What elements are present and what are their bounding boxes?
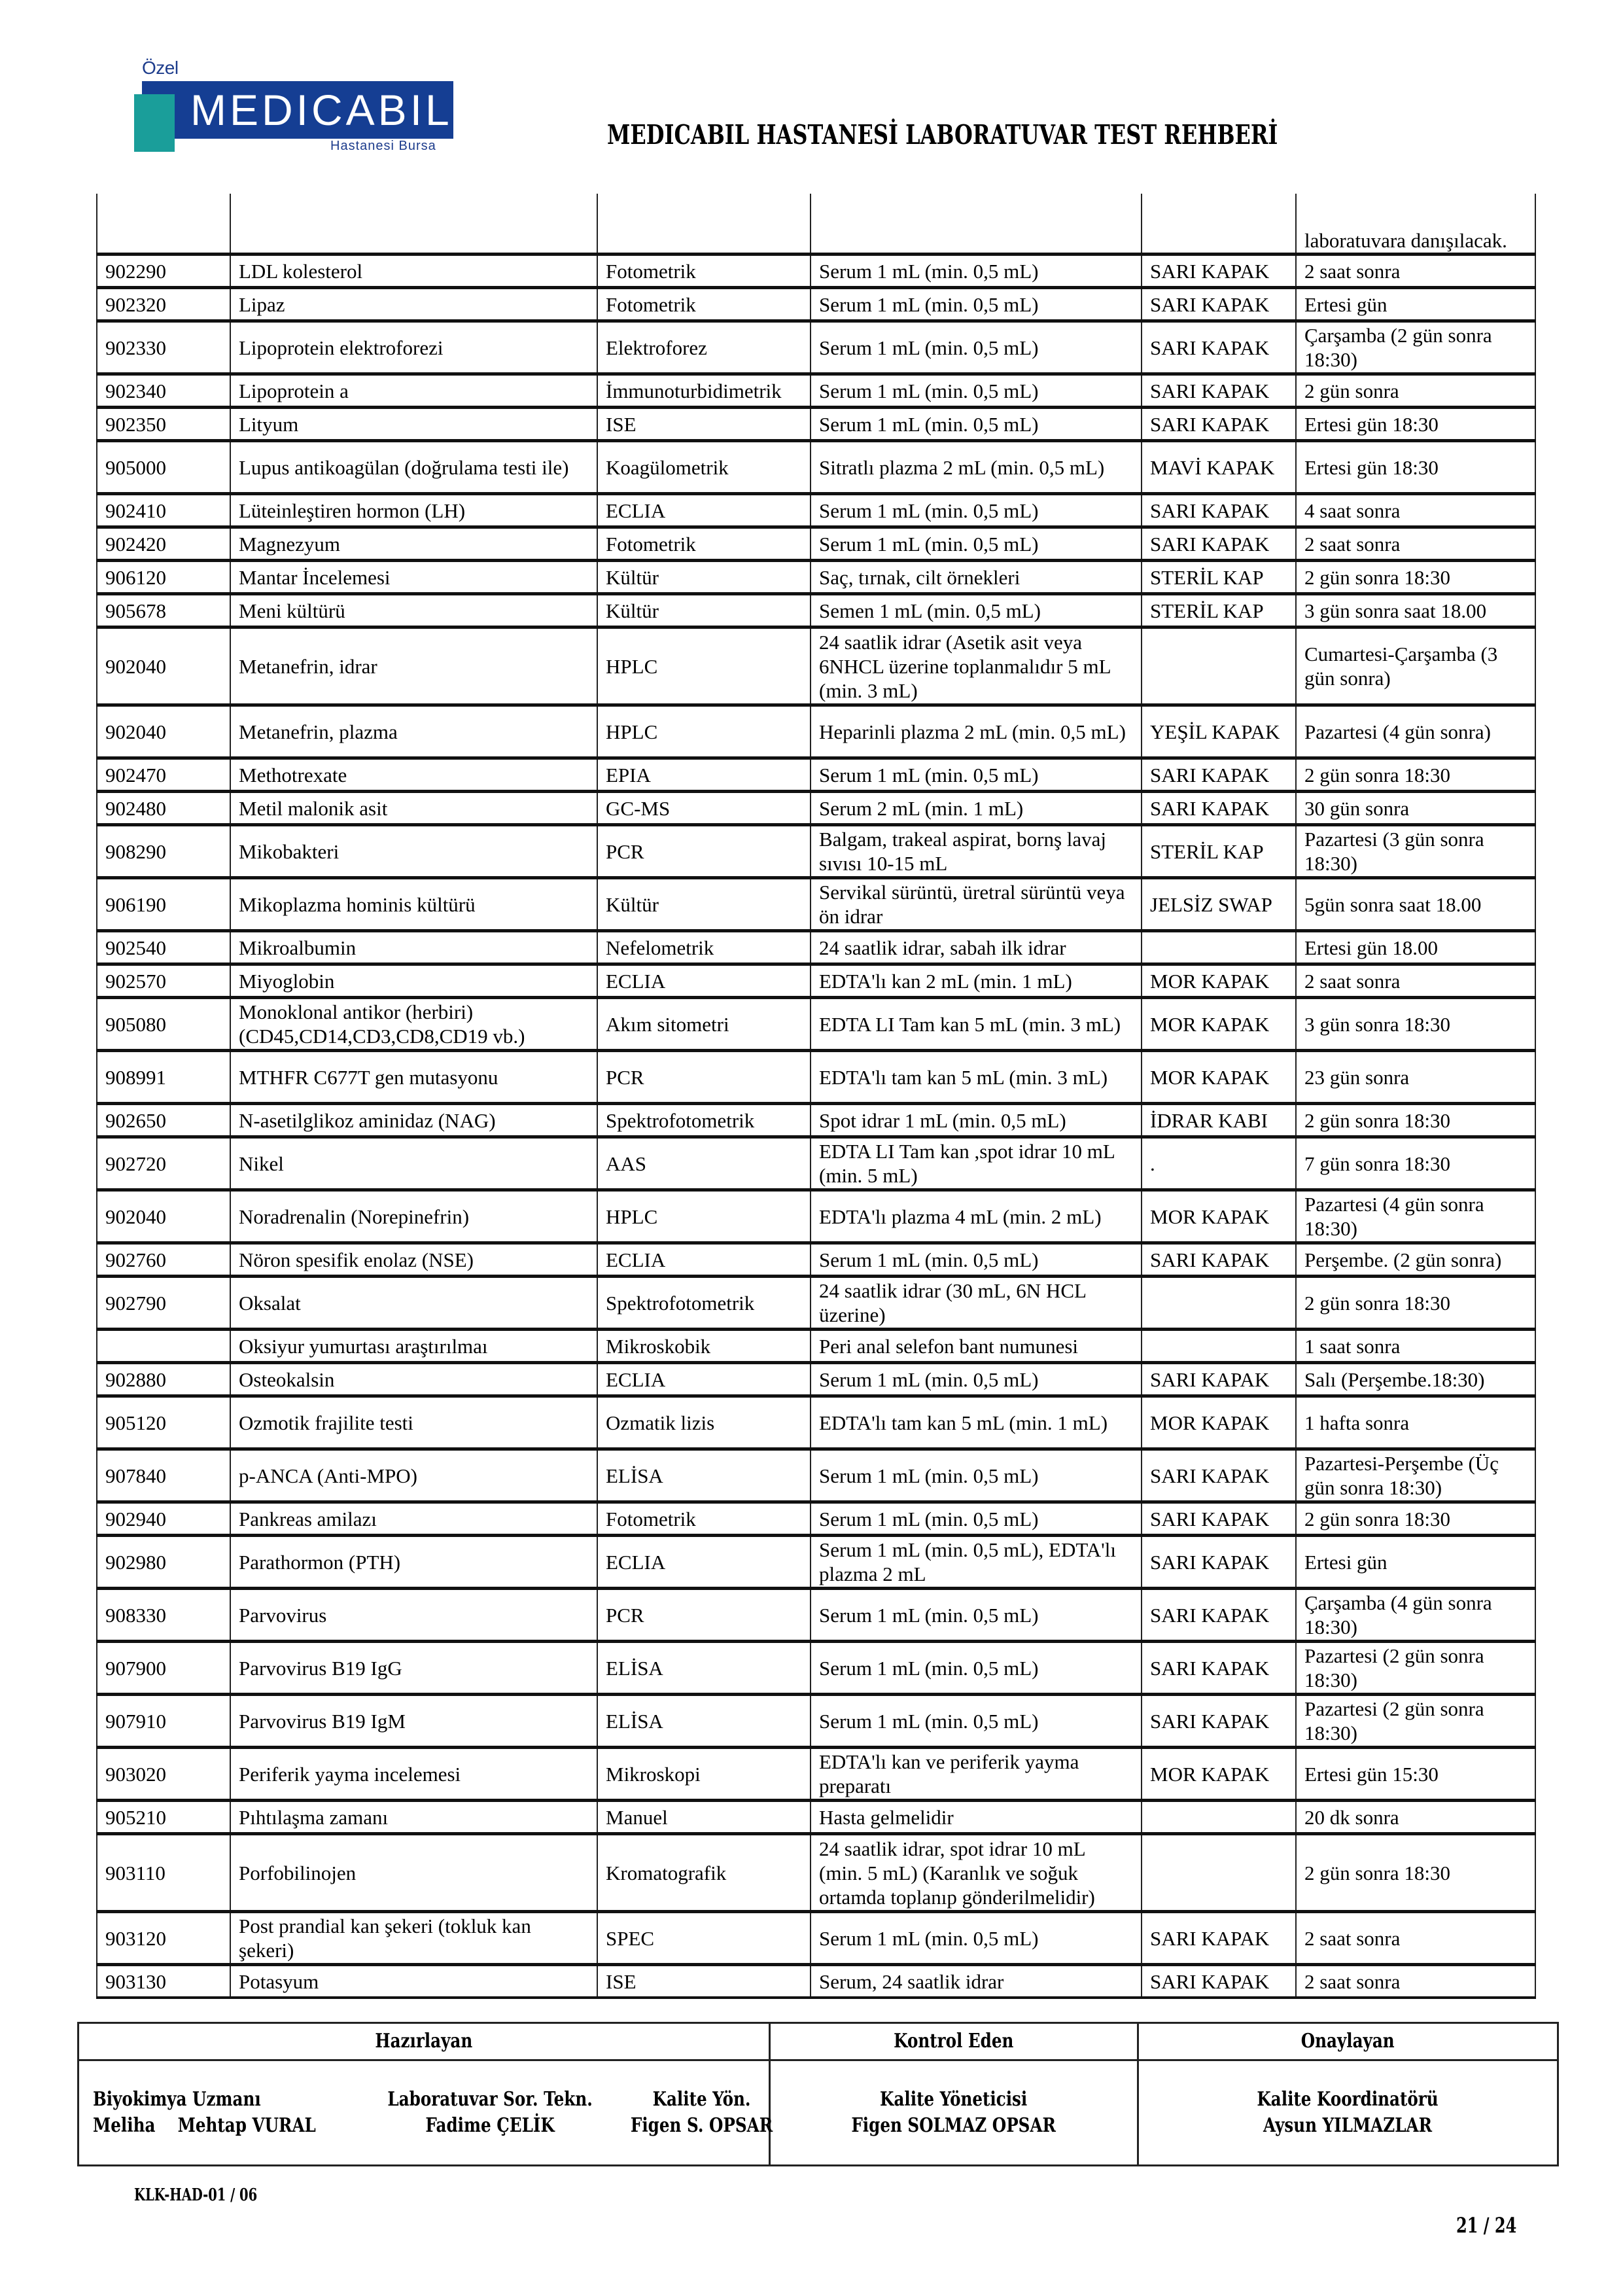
cell-name: Pankreas amilazı — [230, 1502, 597, 1536]
cell-name: Post prandial kan şekeri (tokluk kan şekeri) — [230, 1912, 597, 1965]
cell-time: 7 gün sonra 18:30 — [1296, 1137, 1535, 1190]
cell-sample: Serum 1 mL (min. 0,5 mL), EDTA'lı plazma 2 mL — [811, 1536, 1142, 1589]
logo-square — [134, 94, 175, 152]
cell-code: 905210 — [97, 1801, 230, 1834]
cell-method: ELİSA — [597, 1695, 811, 1748]
cell-code: 903110 — [97, 1834, 230, 1912]
cell-time: Ertesi gün — [1296, 288, 1535, 321]
cell-time: 20 dk sonra — [1296, 1801, 1535, 1834]
cell-name: Noradrenalin (Norepinefrin) — [230, 1190, 597, 1243]
cell-name: Metanefrin, plazma — [230, 705, 597, 758]
cell-code: 908290 — [97, 825, 230, 878]
cell-code: 902350 — [97, 408, 230, 441]
cell-code: 902650 — [97, 1104, 230, 1137]
table-row — [97, 1965, 1535, 1998]
cell-sample: Sitratlı plazma 2 mL (min. 0,5 mL) — [811, 441, 1142, 494]
cell-name: N-asetilglikoz aminidaz (NAG) — [230, 1104, 597, 1137]
logo-subtitle: Hastanesi Bursa — [330, 139, 436, 153]
table-row — [97, 705, 1535, 758]
cell-name: Parvovirus — [230, 1589, 597, 1642]
cell-code: 902040 — [97, 627, 230, 705]
cell-method: ECLIA — [597, 1363, 811, 1396]
approved-signer: Kalite Koordinatörü Aysun YILMAZLAR — [1138, 2060, 1558, 2166]
cell-tube — [1142, 1834, 1296, 1912]
cell-method: GC-MS — [597, 792, 811, 825]
cell-time: 2 saat sonra — [1296, 255, 1535, 288]
cell-tube: SARI KAPAK — [1142, 1695, 1296, 1748]
table-row — [97, 1834, 1535, 1912]
cell-sample: Serum 1 mL (min. 0,5 mL) — [811, 1363, 1142, 1396]
cell-sample: 24 saatlik idrar (Asetik asit veya 6NHCL üzerine toplanmalıdır 5 mL (min. 3 mL) — [811, 627, 1142, 705]
table-row — [97, 758, 1535, 792]
cell-tube: SARI KAPAK — [1142, 1502, 1296, 1536]
cell-sample: Heparinli plazma 2 mL (min. 0,5 mL) — [811, 705, 1142, 758]
cell-method: Fotometrik — [597, 255, 811, 288]
table-row — [97, 1104, 1535, 1137]
cell-sample: Serum 1 mL (min. 0,5 mL) — [811, 1449, 1142, 1502]
cell-tube: SARI KAPAK — [1142, 792, 1296, 825]
cell-code: 902760 — [97, 1243, 230, 1277]
cell-tube: MOR KAPAK — [1142, 1748, 1296, 1801]
cell-tube: SARI KAPAK — [1142, 758, 1296, 792]
cell-method: ELİSA — [597, 1642, 811, 1695]
table-row — [97, 1589, 1535, 1642]
cell-method: Spektrofotometrik — [597, 1104, 811, 1137]
cell-code: 906190 — [97, 878, 230, 931]
cell-code: 902040 — [97, 705, 230, 758]
cell-name: LDL kolesterol — [230, 255, 597, 288]
cell-sample: Serum 1 mL (min. 0,5 mL) — [811, 1642, 1142, 1695]
cell-name: Pıhtılaşma zamanı — [230, 1801, 597, 1834]
cell-name: Miyoglobin — [230, 964, 597, 998]
cell-code: 902940 — [97, 1502, 230, 1536]
cell-code: 902480 — [97, 792, 230, 825]
table-row — [97, 1277, 1535, 1330]
cell-time: Ertesi gün 18:30 — [1296, 441, 1535, 494]
cell-name: Nöron spesifik enolaz (NSE) — [230, 1243, 597, 1277]
cell-method: Kültür — [597, 878, 811, 931]
cell-time: Pazartesi (3 gün sonra 18:30) — [1296, 825, 1535, 878]
cell-method: PCR — [597, 825, 811, 878]
table-row — [97, 998, 1535, 1051]
cell-time: 2 gün sonra 18:30 — [1296, 1104, 1535, 1137]
cell-code: 903120 — [97, 1912, 230, 1965]
table-row — [97, 825, 1535, 878]
cell-code: 902880 — [97, 1363, 230, 1396]
cell-tube: JELSİZ SWAP — [1142, 878, 1296, 931]
cell-name: Oksiyur yumurtası araştırılmaı — [230, 1330, 597, 1363]
cell-name: Methotrexate — [230, 758, 597, 792]
table-row — [97, 1243, 1535, 1277]
cell-method: Manuel — [597, 1801, 811, 1834]
cell-sample: Serum 1 mL (min. 0,5 mL) — [811, 288, 1142, 321]
document-title: MEDICABIL HASTANESİ LABORATUVAR TEST REHBERİ — [607, 119, 1278, 150]
table-row — [97, 1801, 1535, 1834]
cell-name: Parvovirus B19 IgG — [230, 1642, 597, 1695]
cell-method: HPLC — [597, 1190, 811, 1243]
cell-method: ISE — [597, 1965, 811, 1998]
cell-time: Pazartesi (2 gün sonra 18:30) — [1296, 1695, 1535, 1748]
prepared-header: Hazırlayan — [79, 2023, 770, 2060]
cell-tube: SARI KAPAK — [1142, 1243, 1296, 1277]
cell-sample: Saç, tırnak, cilt örnekleri — [811, 561, 1142, 594]
cell-code — [97, 194, 230, 255]
cell-name: Lipaz — [230, 288, 597, 321]
table-row — [97, 1449, 1535, 1502]
cell-tube: MOR KAPAK — [1142, 998, 1296, 1051]
cell-code: 902720 — [97, 1137, 230, 1190]
cell-time: Ertesi gün 15:30 — [1296, 1748, 1535, 1801]
cell-code: 902980 — [97, 1536, 230, 1589]
cell-method: ISE — [597, 408, 811, 441]
cell-code: 902410 — [97, 494, 230, 527]
cell-code: 902470 — [97, 758, 230, 792]
cell-method: Fotometrik — [597, 527, 811, 561]
cell-sample: EDTA'lı tam kan 5 mL (min. 1 mL) — [811, 1396, 1142, 1449]
cell-sample: 24 saatlik idrar, sabah ilk idrar — [811, 931, 1142, 964]
cell-method: İmmunoturbidimetrik — [597, 374, 811, 408]
cell-method: ECLIA — [597, 1243, 811, 1277]
cell-name: p-ANCA (Anti-MPO) — [230, 1449, 597, 1502]
cell-method: HPLC — [597, 627, 811, 705]
cell-tube — [1142, 1277, 1296, 1330]
cell-code: 902290 — [97, 255, 230, 288]
cell-time: Pazartesi (2 gün sonra 18:30) — [1296, 1642, 1535, 1695]
table-row — [97, 374, 1535, 408]
cell-time: Ertesi gün 18.00 — [1296, 931, 1535, 964]
signer-2: Laboratuvar Sor. Tekn. Fadime ÇELİK — [387, 2088, 593, 2137]
cell-code: 905080 — [97, 998, 230, 1051]
cell-time: Pazartesi (4 gün sonra) — [1296, 705, 1535, 758]
table-row — [97, 1330, 1535, 1363]
cell-method: EPIA — [597, 758, 811, 792]
table-row — [97, 1051, 1535, 1104]
cell-name: Osteokalsin — [230, 1363, 597, 1396]
cell-time: 5gün sonra saat 18.00 — [1296, 878, 1535, 931]
controlled-header: Kontrol Eden — [770, 2023, 1138, 2060]
cell-time: 2 saat sonra — [1296, 1912, 1535, 1965]
table-row — [97, 255, 1535, 288]
signature-table — [77, 2022, 1559, 2166]
cell-name: Porfobilinojen — [230, 1834, 597, 1912]
cell-code: 902330 — [97, 321, 230, 374]
cell-tube: STERİL KAP — [1142, 561, 1296, 594]
cell-code: 903130 — [97, 1965, 230, 1998]
cell-code: 908991 — [97, 1051, 230, 1104]
cell-code: 902040 — [97, 1190, 230, 1243]
cell-method: ECLIA — [597, 964, 811, 998]
cell-code: 908330 — [97, 1589, 230, 1642]
cell-name: Lityum — [230, 408, 597, 441]
signer-1: Biyokimya Uzmanı Meliha Mehtap VURAL — [93, 2088, 316, 2137]
table-row — [97, 931, 1535, 964]
cell-name: Parathormon (PTH) — [230, 1536, 597, 1589]
cell-name: Mantar İncelemesi — [230, 561, 597, 594]
cell-sample: Serum 1 mL (min. 0,5 mL) — [811, 1695, 1142, 1748]
cell-code: 905120 — [97, 1396, 230, 1449]
cell-time: 1 saat sonra — [1296, 1330, 1535, 1363]
cell-method: Kromatografik — [597, 1834, 811, 1912]
cell-tube: SARI KAPAK — [1142, 321, 1296, 374]
cell-tube: SARI KAPAK — [1142, 1363, 1296, 1396]
cell-method: Fotometrik — [597, 1502, 811, 1536]
table-row — [97, 1642, 1535, 1695]
cell-sample: Serum 1 mL (min. 0,5 mL) — [811, 374, 1142, 408]
table-row — [97, 1363, 1535, 1396]
cell-sample: Serum 1 mL (min. 0,5 mL) — [811, 494, 1142, 527]
cell-name: Magnezyum — [230, 527, 597, 561]
cell-sample: 24 saatlik idrar (30 mL, 6N HCL üzerine) — [811, 1277, 1142, 1330]
cell-tube: SARI KAPAK — [1142, 1965, 1296, 1998]
cell-time: Cumartesi-Çarşamba (3 gün sonra) — [1296, 627, 1535, 705]
logo-prefix: Özel — [142, 58, 179, 78]
cell-sample: Serum 1 mL (min. 0,5 mL) — [811, 527, 1142, 561]
table-row-continued — [97, 194, 1535, 255]
cell-tube: SARI KAPAK — [1142, 494, 1296, 527]
table-row — [97, 878, 1535, 931]
cell-time: 2 saat sonra — [1296, 1965, 1535, 1998]
table-row — [97, 964, 1535, 998]
table-row — [97, 1912, 1535, 1965]
table-row — [97, 527, 1535, 561]
table-row — [97, 441, 1535, 494]
cell-method — [597, 194, 811, 255]
table-row — [97, 1190, 1535, 1243]
cell-method: HPLC — [597, 705, 811, 758]
cell-tube: MAVİ KAPAK — [1142, 441, 1296, 494]
cell-tube: SARI KAPAK — [1142, 527, 1296, 561]
cell-method: Mikroskobik — [597, 1330, 811, 1363]
cell-code: 905000 — [97, 441, 230, 494]
cell-tube: SARI KAPAK — [1142, 1642, 1296, 1695]
cell-code: 902340 — [97, 374, 230, 408]
cell-time: 30 gün sonra — [1296, 792, 1535, 825]
table-row — [97, 1748, 1535, 1801]
cell-sample: EDTA'lı kan ve periferik yayma preparatı — [811, 1748, 1142, 1801]
table-row — [97, 1396, 1535, 1449]
cell-code: 902790 — [97, 1277, 230, 1330]
table-row — [97, 792, 1535, 825]
cell-tube: SARI KAPAK — [1142, 288, 1296, 321]
cell-tube: SARI KAPAK — [1142, 1449, 1296, 1502]
cell-name: Mikroalbumin — [230, 931, 597, 964]
cell-sample: Serum 1 mL (min. 0,5 mL) — [811, 408, 1142, 441]
cell-code: 907840 — [97, 1449, 230, 1502]
cell-tube: . — [1142, 1137, 1296, 1190]
cell-sample: Semen 1 mL (min. 0,5 mL) — [811, 594, 1142, 627]
cell-name: Lipoprotein a — [230, 374, 597, 408]
cell-sample: 24 saatlik idrar, spot idrar 10 mL (min. 5 mL) (Karanlık ve soğuk ortamda toplanıp gönderilmelidir) — [811, 1834, 1142, 1912]
cell-time: 1 hafta sonra — [1296, 1396, 1535, 1449]
cell-sample: Serum 1 mL (min. 0,5 mL) — [811, 1243, 1142, 1277]
cell-method: Ozmatik lizis — [597, 1396, 811, 1449]
cell-name: Mikoplazma hominis kültürü — [230, 878, 597, 931]
cell-name: Oksalat — [230, 1277, 597, 1330]
cell-time: 2 saat sonra — [1296, 527, 1535, 561]
cell-tube: SARI KAPAK — [1142, 408, 1296, 441]
cell-tube — [1142, 627, 1296, 705]
cell-name: Metanefrin, idrar — [230, 627, 597, 705]
cell-tube: MOR KAPAK — [1142, 1190, 1296, 1243]
cell-code: 902420 — [97, 527, 230, 561]
cell-time: 2 gün sonra 18:30 — [1296, 1502, 1535, 1536]
cell-time: Çarşamba (4 gün sonra 18:30) — [1296, 1589, 1535, 1642]
document-code: KLK-HAD-01 / 06 — [134, 2185, 258, 2205]
cell-code: 905678 — [97, 594, 230, 627]
table-row — [97, 321, 1535, 374]
cell-method: Akım sitometri — [597, 998, 811, 1051]
cell-sample — [811, 194, 1142, 255]
table-row — [97, 1137, 1535, 1190]
cell-sample: Balgam, trakeal aspirat, bornş lavaj sıvısı 10-15 mL — [811, 825, 1142, 878]
cell-tube: YEŞİL KAPAK — [1142, 705, 1296, 758]
cell-time: 3 gün sonra 18:30 — [1296, 998, 1535, 1051]
cell-tube: SARI KAPAK — [1142, 374, 1296, 408]
cell-tube — [1142, 194, 1296, 255]
cell-method: PCR — [597, 1589, 811, 1642]
cell-tube — [1142, 1801, 1296, 1834]
page-number: 21 / 24 — [1456, 2213, 1517, 2238]
cell-method: Koagülometrik — [597, 441, 811, 494]
cell-sample: EDTA'lı tam kan 5 mL (min. 3 mL) — [811, 1051, 1142, 1104]
cell-code: 902540 — [97, 931, 230, 964]
cell-time: 4 saat sonra — [1296, 494, 1535, 527]
cell-time: 23 gün sonra — [1296, 1051, 1535, 1104]
cell-method: AAS — [597, 1137, 811, 1190]
cell-sample: Serum 1 mL (min. 0,5 mL) — [811, 1589, 1142, 1642]
cell-sample: Serum 1 mL (min. 0,5 mL) — [811, 255, 1142, 288]
cell-sample: Serum, 24 saatlik idrar — [811, 1965, 1142, 1998]
cell-name: Lipoprotein elektroforezi — [230, 321, 597, 374]
cell-name: Periferik yayma incelemesi — [230, 1748, 597, 1801]
cell-tube: İDRAR KABI — [1142, 1104, 1296, 1137]
table-row — [97, 494, 1535, 527]
table-row — [97, 1536, 1535, 1589]
table-row — [97, 408, 1535, 441]
cell-name: Mikobakteri — [230, 825, 597, 878]
cell-time: laboratuvara danışılacak. — [1296, 194, 1535, 255]
cell-tube: MOR KAPAK — [1142, 964, 1296, 998]
cell-sample: Hasta gelmelidir — [811, 1801, 1142, 1834]
cell-time: 2 gün sonra 18:30 — [1296, 1277, 1535, 1330]
cell-name: MTHFR C677T gen mutasyonu — [230, 1051, 597, 1104]
cell-time: Ertesi gün 18:30 — [1296, 408, 1535, 441]
cell-time: 2 gün sonra 18:30 — [1296, 1834, 1535, 1912]
prepared-signers — [79, 2060, 773, 2166]
cell-name: Monoklonal antikor (herbiri) (CD45,CD14,CD3,CD8,CD19 vb.) — [230, 998, 597, 1051]
cell-name: Lüteinleştiren hormon (LH) — [230, 494, 597, 527]
cell-tube: MOR KAPAK — [1142, 1396, 1296, 1449]
cell-sample: Peri anal selefon bant numunesi — [811, 1330, 1142, 1363]
table-row — [97, 594, 1535, 627]
table-row — [97, 1502, 1535, 1536]
cell-tube: STERİL KAP — [1142, 825, 1296, 878]
cell-name: Nikel — [230, 1137, 597, 1190]
cell-time: 2 gün sonra — [1296, 374, 1535, 408]
signer-3: Kalite Yön. Figen S. OPSAR — [630, 2088, 773, 2137]
cell-name: Metil malonik asit — [230, 792, 597, 825]
cell-method: Mikroskopi — [597, 1748, 811, 1801]
cell-sample: Serum 1 mL (min. 0,5 mL) — [811, 321, 1142, 374]
cell-time: Çarşamba (2 gün sonra 18:30) — [1296, 321, 1535, 374]
cell-method: Fotometrik — [597, 288, 811, 321]
cell-tube — [1142, 931, 1296, 964]
cell-name — [230, 194, 597, 255]
cell-time: 2 gün sonra 18:30 — [1296, 758, 1535, 792]
cell-tube — [1142, 1330, 1296, 1363]
cell-tube: MOR KAPAK — [1142, 1051, 1296, 1104]
cell-time: Pazartesi (4 gün sonra 18:30) — [1296, 1190, 1535, 1243]
cell-name: Meni kültürü — [230, 594, 597, 627]
cell-method: Elektroforez — [597, 321, 811, 374]
cell-sample: Serum 1 mL (min. 0,5 mL) — [811, 1912, 1142, 1965]
cell-sample: EDTA LI Tam kan ,spot idrar 10 mL (min. 5 mL) — [811, 1137, 1142, 1190]
cell-method: Nefelometrik — [597, 931, 811, 964]
table-row — [97, 1695, 1535, 1748]
cell-code — [97, 1330, 230, 1363]
cell-method: SPEC — [597, 1912, 811, 1965]
cell-time: 3 gün sonra saat 18.00 — [1296, 594, 1535, 627]
approved-header: Onaylayan — [1138, 2023, 1558, 2060]
cell-sample: EDTA'lı kan 2 mL (min. 1 mL) — [811, 964, 1142, 998]
cell-name: Ozmotik frajilite testi — [230, 1396, 597, 1449]
cell-tube: SARI KAPAK — [1142, 1912, 1296, 1965]
cell-sample: Serum 2 mL (min. 1 mL) — [811, 792, 1142, 825]
table-row — [97, 561, 1535, 594]
cell-method: ELİSA — [597, 1449, 811, 1502]
cell-method: ECLIA — [597, 494, 811, 527]
logo-brand: MEDICABIL — [190, 86, 453, 134]
cell-method: Spektrofotometrik — [597, 1277, 811, 1330]
cell-sample: Serum 1 mL (min. 0,5 mL) — [811, 758, 1142, 792]
cell-code: 906120 — [97, 561, 230, 594]
cell-tube: SARI KAPAK — [1142, 1589, 1296, 1642]
cell-sample: EDTA'lı plazma 4 mL (min. 2 mL) — [811, 1190, 1142, 1243]
cell-time: Salı (Perşembe.18:30) — [1296, 1363, 1535, 1396]
table-row — [97, 288, 1535, 321]
cell-time: Perşembe. (2 gün sonra) — [1296, 1243, 1535, 1277]
cell-method: ECLIA — [597, 1536, 811, 1589]
cell-tube: SARI KAPAK — [1142, 1536, 1296, 1589]
cell-time: Ertesi gün — [1296, 1536, 1535, 1589]
cell-name: Parvovirus B19 IgM — [230, 1695, 597, 1748]
cell-code: 902320 — [97, 288, 230, 321]
cell-code: 902570 — [97, 964, 230, 998]
cell-time: 2 saat sonra — [1296, 964, 1535, 998]
cell-sample: EDTA LI Tam kan 5 mL (min. 3 mL) — [811, 998, 1142, 1051]
cell-sample: Spot idrar 1 mL (min. 0,5 mL) — [811, 1104, 1142, 1137]
cell-method: PCR — [597, 1051, 811, 1104]
cell-time: 2 gün sonra 18:30 — [1296, 561, 1535, 594]
cell-code: 903020 — [97, 1748, 230, 1801]
cell-sample: Servikal sürüntü, üretral sürüntü veya ön idrar — [811, 878, 1142, 931]
cell-tube: SARI KAPAK — [1142, 255, 1296, 288]
table-row — [97, 627, 1535, 705]
cell-time: Pazartesi-Perşembe (Üç gün sonra 18:30) — [1296, 1449, 1535, 1502]
cell-method: Kültür — [597, 561, 811, 594]
cell-tube: STERİL KAP — [1142, 594, 1296, 627]
test-guide-table — [96, 194, 1536, 1999]
controlled-signer: Kalite Yöneticisi Figen SOLMAZ OPSAR — [770, 2060, 1138, 2166]
cell-name: Lupus antikoagülan (doğrulama testi ile) — [230, 441, 597, 494]
cell-name: Potasyum — [230, 1965, 597, 1998]
cell-method: Kültür — [597, 594, 811, 627]
hospital-logo — [134, 58, 455, 156]
cell-code: 907900 — [97, 1642, 230, 1695]
cell-sample: Serum 1 mL (min. 0,5 mL) — [811, 1502, 1142, 1536]
cell-code: 907910 — [97, 1695, 230, 1748]
